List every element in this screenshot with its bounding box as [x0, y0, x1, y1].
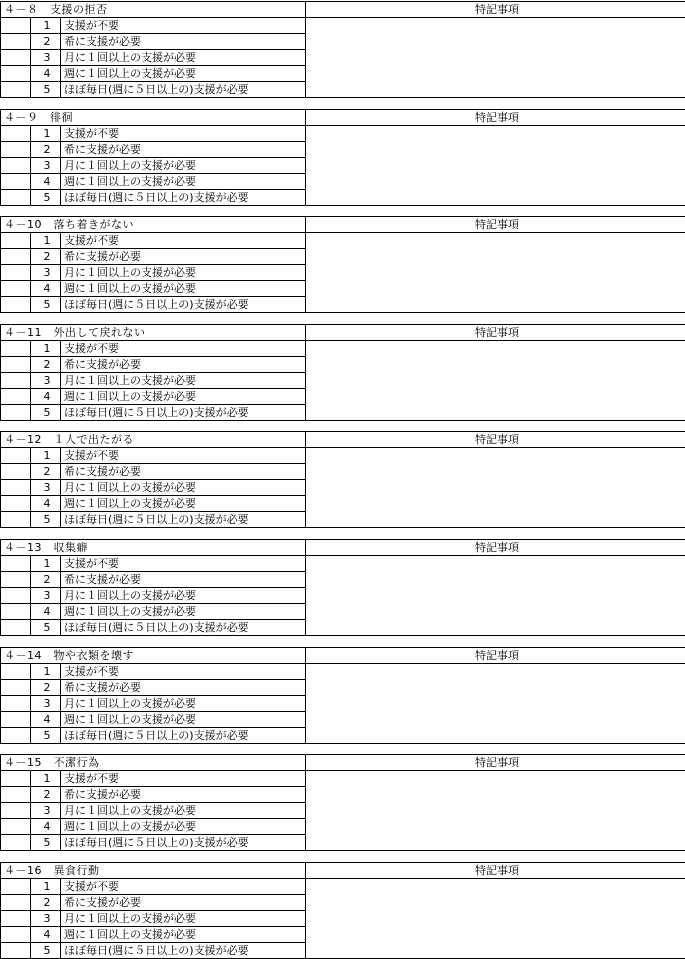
item-block — [0, 109, 685, 205]
indent-cell — [1, 389, 31, 405]
option-label: 月に１回以上の支援が必要 — [61, 696, 306, 712]
item-title-text: 外出して戻れない — [54, 326, 146, 339]
item-block — [0, 539, 685, 635]
option-label: ほぼ毎日(週に５日以上の)支援が必要 — [61, 943, 306, 959]
item-block — [0, 862, 685, 958]
option-label: 週に１回以上の支援が必要 — [61, 604, 306, 620]
option-label: ほぼ毎日(週に５日以上の)支援が必要 — [61, 835, 306, 851]
option-number: 2 — [31, 249, 61, 265]
indent-cell — [1, 787, 31, 803]
notes-area[interactable] — [306, 556, 685, 636]
option-label: 週に１回以上の支援が必要 — [61, 819, 306, 835]
item-table — [0, 862, 685, 959]
item-title — [1, 432, 306, 448]
option-label: ほぼ毎日(週に５日以上の)支援が必要 — [61, 82, 306, 98]
item-title-text: 収集癖 — [54, 541, 89, 554]
indent-cell — [1, 265, 31, 281]
indent-cell — [1, 281, 31, 297]
option-number: 5 — [31, 835, 61, 851]
item-title-text: 物や衣類を壊す — [54, 649, 135, 662]
option-label: ほぼ毎日(週に５日以上の)支援が必要 — [61, 512, 306, 528]
option-number: 2 — [31, 464, 61, 480]
option-label: 週に１回以上の支援が必要 — [61, 389, 306, 405]
notes-area[interactable] — [306, 233, 685, 313]
indent-cell — [1, 341, 31, 357]
option-number: 4 — [31, 281, 61, 297]
notes-header: 特記事項 — [306, 2, 685, 18]
option-label: 支援が不要 — [61, 126, 306, 142]
option-label: 支援が不要 — [61, 448, 306, 464]
indent-cell — [1, 604, 31, 620]
option-number: 4 — [31, 174, 61, 190]
option-number: 3 — [31, 265, 61, 281]
item-title — [1, 325, 306, 341]
option-number: 2 — [31, 142, 61, 158]
option-number: 3 — [31, 373, 61, 389]
option-label: ほぼ毎日(週に５日以上の)支援が必要 — [61, 728, 306, 744]
option-number: 3 — [31, 911, 61, 927]
item-table — [0, 647, 685, 744]
option-number: 1 — [31, 126, 61, 142]
indent-cell — [1, 405, 31, 421]
option-label: 希に支援が必要 — [61, 142, 306, 158]
option-number: 5 — [31, 405, 61, 421]
indent-cell — [1, 664, 31, 680]
indent-cell — [1, 158, 31, 174]
notes-header: 特記事項 — [306, 540, 685, 556]
item-code: ４－16 — [4, 864, 42, 877]
option-label: ほぼ毎日(週に５日以上の)支援が必要 — [61, 190, 306, 206]
option-label: 支援が不要 — [61, 18, 306, 34]
option-number: 5 — [31, 512, 61, 528]
indent-cell — [1, 50, 31, 66]
notes-area[interactable] — [306, 771, 685, 851]
item-table — [0, 754, 685, 851]
option-number: 5 — [31, 190, 61, 206]
option-label: 希に支援が必要 — [61, 249, 306, 265]
indent-cell — [1, 680, 31, 696]
item-code: ４－15 — [4, 756, 42, 769]
indent-cell — [1, 911, 31, 927]
option-number: 1 — [31, 664, 61, 680]
item-block — [0, 324, 685, 420]
item-title-text: １人で出たがる — [54, 433, 135, 446]
option-label: 月に１回以上の支援が必要 — [61, 911, 306, 927]
notes-header: 特記事項 — [306, 110, 685, 126]
indent-cell — [1, 18, 31, 34]
indent-cell — [1, 835, 31, 851]
item-title-text: 落ち着きがない — [54, 218, 135, 231]
item-title-text: 支援の拒否 — [50, 3, 108, 16]
option-number: 2 — [31, 357, 61, 373]
indent-cell — [1, 512, 31, 528]
item-code: ４－14 — [4, 649, 42, 662]
notes-header: 特記事項 — [306, 217, 685, 233]
option-label: 月に１回以上の支援が必要 — [61, 158, 306, 174]
item-title-text: 不潔行為 — [54, 756, 100, 769]
option-label: 支援が不要 — [61, 556, 306, 572]
option-label: 月に１回以上の支援が必要 — [61, 50, 306, 66]
option-label: 支援が不要 — [61, 879, 306, 895]
option-label: 希に支援が必要 — [61, 464, 306, 480]
option-number: 1 — [31, 771, 61, 787]
option-label: ほぼ毎日(週に５日以上の)支援が必要 — [61, 297, 306, 313]
indent-cell — [1, 448, 31, 464]
option-number: 1 — [31, 879, 61, 895]
option-label: 週に１回以上の支援が必要 — [61, 712, 306, 728]
indent-cell — [1, 174, 31, 190]
indent-cell — [1, 620, 31, 636]
item-code: ４－８ — [4, 3, 39, 16]
option-number: 3 — [31, 588, 61, 604]
option-number: 3 — [31, 480, 61, 496]
item-title — [1, 110, 306, 126]
notes-header: 特記事項 — [306, 325, 685, 341]
option-number: 5 — [31, 620, 61, 636]
indent-cell — [1, 142, 31, 158]
item-title — [1, 217, 306, 233]
option-label: 月に１回以上の支援が必要 — [61, 803, 306, 819]
indent-cell — [1, 895, 31, 911]
indent-cell — [1, 82, 31, 98]
option-label: 週に１回以上の支援が必要 — [61, 927, 306, 943]
item-table — [0, 539, 685, 636]
item-code: ４－12 — [4, 433, 42, 446]
option-number: 3 — [31, 803, 61, 819]
item-title-text: 徘徊 — [50, 111, 73, 124]
option-number: 2 — [31, 787, 61, 803]
option-label: 週に１回以上の支援が必要 — [61, 66, 306, 82]
option-label: 週に１回以上の支援が必要 — [61, 496, 306, 512]
notes-header: 特記事項 — [306, 863, 685, 879]
indent-cell — [1, 233, 31, 249]
option-label: 月に１回以上の支援が必要 — [61, 265, 306, 281]
indent-cell — [1, 66, 31, 82]
option-label: 希に支援が必要 — [61, 34, 306, 50]
notes-header: 特記事項 — [306, 755, 685, 771]
option-number: 3 — [31, 158, 61, 174]
indent-cell — [1, 190, 31, 206]
notes-header: 特記事項 — [306, 648, 685, 664]
option-number: 3 — [31, 696, 61, 712]
item-title — [1, 540, 306, 556]
option-number: 4 — [31, 604, 61, 620]
item-title — [1, 755, 306, 771]
indent-cell — [1, 249, 31, 265]
option-number: 4 — [31, 819, 61, 835]
option-number: 2 — [31, 572, 61, 588]
option-number: 1 — [31, 448, 61, 464]
item-block — [0, 1, 685, 97]
indent-cell — [1, 496, 31, 512]
option-number: 3 — [31, 50, 61, 66]
option-number: 5 — [31, 943, 61, 959]
indent-cell — [1, 728, 31, 744]
option-number: 2 — [31, 895, 61, 911]
option-label: 支援が不要 — [61, 664, 306, 680]
item-title — [1, 2, 306, 18]
indent-cell — [1, 357, 31, 373]
item-code: ４－９ — [4, 111, 39, 124]
item-block — [0, 647, 685, 743]
item-title-text: 異食行動 — [54, 864, 100, 877]
indent-cell — [1, 464, 31, 480]
option-number: 4 — [31, 927, 61, 943]
indent-cell — [1, 34, 31, 50]
item-code: ４－11 — [4, 326, 42, 339]
notes-area[interactable] — [306, 18, 685, 98]
option-label: 支援が不要 — [61, 341, 306, 357]
option-number: 1 — [31, 233, 61, 249]
notes-area[interactable] — [306, 448, 685, 528]
option-number: 1 — [31, 556, 61, 572]
option-number: 2 — [31, 34, 61, 50]
indent-cell — [1, 927, 31, 943]
option-label: 月に１回以上の支援が必要 — [61, 373, 306, 389]
option-label: 希に支援が必要 — [61, 787, 306, 803]
option-label: 支援が不要 — [61, 771, 306, 787]
option-number: 5 — [31, 728, 61, 744]
option-number: 4 — [31, 389, 61, 405]
option-number: 1 — [31, 341, 61, 357]
item-table — [0, 216, 685, 313]
option-label: 週に１回以上の支援が必要 — [61, 281, 306, 297]
item-title — [1, 863, 306, 879]
option-number: 5 — [31, 82, 61, 98]
option-label: 月に１回以上の支援が必要 — [61, 588, 306, 604]
option-label: 希に支援が必要 — [61, 572, 306, 588]
notes-area[interactable] — [306, 879, 685, 959]
option-label: 希に支援が必要 — [61, 895, 306, 911]
item-code: ４－10 — [4, 218, 42, 231]
indent-cell — [1, 771, 31, 787]
item-block — [0, 754, 685, 850]
indent-cell — [1, 480, 31, 496]
indent-cell — [1, 373, 31, 389]
indent-cell — [1, 803, 31, 819]
option-number: 4 — [31, 496, 61, 512]
option-number: 5 — [31, 297, 61, 313]
item-block — [0, 431, 685, 527]
item-block — [0, 216, 685, 312]
indent-cell — [1, 819, 31, 835]
option-number: 4 — [31, 712, 61, 728]
notes-area[interactable] — [306, 341, 685, 421]
notes-header: 特記事項 — [306, 432, 685, 448]
option-label: 月に１回以上の支援が必要 — [61, 480, 306, 496]
option-number: 1 — [31, 18, 61, 34]
indent-cell — [1, 879, 31, 895]
indent-cell — [1, 556, 31, 572]
item-title — [1, 648, 306, 664]
indent-cell — [1, 297, 31, 313]
indent-cell — [1, 572, 31, 588]
option-number: 4 — [31, 66, 61, 82]
item-table — [0, 109, 685, 206]
option-label: 週に１回以上の支援が必要 — [61, 174, 306, 190]
notes-area[interactable] — [306, 664, 685, 744]
option-label: 支援が不要 — [61, 233, 306, 249]
option-label: ほぼ毎日(週に５日以上の)支援が必要 — [61, 405, 306, 421]
option-label: 希に支援が必要 — [61, 680, 306, 696]
indent-cell — [1, 712, 31, 728]
indent-cell — [1, 126, 31, 142]
item-table — [0, 431, 685, 528]
option-label: ほぼ毎日(週に５日以上の)支援が必要 — [61, 620, 306, 636]
item-table — [0, 1, 685, 98]
item-table — [0, 324, 685, 421]
item-code: ４－13 — [4, 541, 42, 554]
option-label: 希に支援が必要 — [61, 357, 306, 373]
indent-cell — [1, 588, 31, 604]
option-number: 2 — [31, 680, 61, 696]
indent-cell — [1, 943, 31, 959]
indent-cell — [1, 696, 31, 712]
notes-area[interactable] — [306, 126, 685, 206]
